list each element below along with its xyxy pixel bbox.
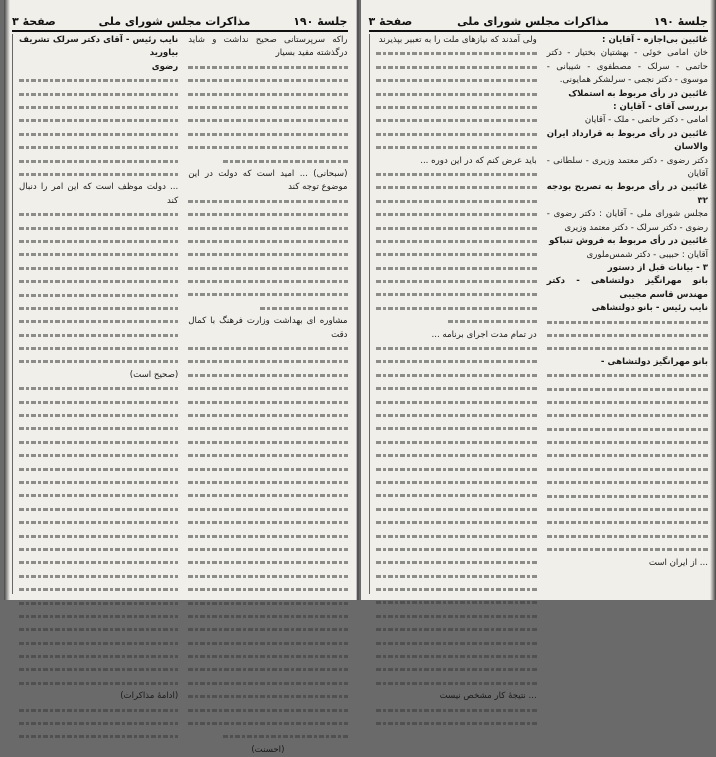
left-page-title: مذاکرات مجلس شورای ملی — [99, 15, 251, 28]
right-page-edge — [710, 0, 716, 600]
right-page-left-para-3: ... نتیجهٔ کار مشخص نیست — [376, 690, 537, 703]
left-page-right-para-2: مشاوره ای بهداشت وزارت فرهنگ با کمال دقت — [188, 315, 347, 342]
right-page-right-column — [547, 34, 708, 594]
left-page-right-opening: راکه سرپرستانی صحیح نداشت و شاید درگذشته مفید بسیار — [188, 34, 347, 61]
absent-list-text-0: خان امامی خوئی - بهشتیان بختیار - دکتر حاتمی - سرلک - مصطفوی - شیبانی - موسوی - دکتر نجمی - سرلشکر همایونی. — [547, 47, 708, 87]
left-page-right-para-3: (احسنت) — [188, 744, 347, 757]
absent-list-label-3: غائبین در رأی مربوط به قرارداد ایران والاسان — [547, 128, 708, 155]
right-page — [361, 0, 716, 600]
left-page-number: صفحهٔ ٣ — [12, 15, 56, 28]
left-page — [4, 0, 357, 600]
left-page-left-para-1: ... دولت موظف است که این امر را دنبال کند — [19, 181, 178, 208]
right-page-header — [369, 8, 709, 32]
left-page-left-column — [12, 34, 178, 594]
absent-list-text-2: امامی - دکتر حاتمی - ملک - آقایان — [547, 114, 708, 127]
absent-list-label-2: بررسی آقای - آقایان : — [547, 101, 708, 114]
right-page-columns — [369, 34, 709, 594]
book-gutter — [357, 0, 359, 600]
absent-list-text-5: آقایان : حبیبی - دکتر شمس‌ملوری — [547, 249, 708, 262]
left-page-left-para-2: (صحیح است) — [19, 369, 178, 382]
absent-list-label-5: غائبین در رأی مربوط به فروش تنباکو — [547, 235, 708, 248]
left-page-session: جلسهٔ ١٩٠ — [293, 15, 347, 28]
right-page-right-para-2: بانو مهرانگیز دولتشاهی - — [547, 356, 708, 369]
right-page-right-para-1: نایب رئیس - بانو دولتشاهی — [547, 302, 708, 315]
right-page-number: صفحهٔ ٣ — [369, 15, 413, 28]
absent-list-text-6: بانو مهرانگیز دولتشاهی - دکتر مهندس قاسم مجیبی — [547, 275, 708, 302]
right-page-title: مذاکرات مجلس شورای ملی — [457, 15, 609, 28]
absent-list-text-3: دکتر رضوی - دکتر معتمد وزیری - سلطانی - آقایان — [547, 155, 708, 182]
absent-list-label-0: غائبین بی‌اجازه - آقایان : — [547, 34, 708, 47]
absent-list-text-4: مجلس شورای ملی - آقایان : دکتر رضوی - رضوی - دکتر سرلک - دکتر معتمد وزیری — [547, 208, 708, 235]
right-page-left-column — [369, 34, 537, 594]
left-page-right-para-1: (سبحانی) ... امید است که دولت در این موضوع توجه کند — [188, 168, 347, 195]
right-page-left-para-1: باید عرض کنم که در این دوره ... — [376, 155, 537, 168]
left-page-left-speaker: رضوی — [19, 61, 178, 74]
right-page-session: جلسهٔ ١٩٠ — [654, 15, 708, 28]
left-page-header — [12, 8, 348, 32]
absent-list-label-1: غائبین در رأی مربوط به استملاک — [547, 88, 708, 101]
absent-list-label-4: غائبین در رأی مربوط به تصریح بودجه ٣٢ — [547, 181, 708, 208]
absent-list-label-6: ٣ - بیانات قبل از دستور — [547, 262, 708, 275]
right-page-left-opening: ولی آمدند که نیازهای ملت را به تعبیر بپذیرند — [376, 34, 537, 47]
left-page-columns — [12, 34, 348, 594]
left-page-left-opening: نایب رئیس - آقای دکتر سرلک تشریف بیاورید — [19, 34, 178, 61]
left-page-right-column — [188, 34, 347, 594]
left-page-edge — [4, 0, 10, 600]
left-page-left-para-3: (ادامهٔ مذاکرات) — [19, 690, 178, 703]
right-page-right-para-3: ... از ایران است — [547, 557, 708, 570]
right-page-left-para-2: در تمام مدت اجرای برنامه ... — [376, 329, 537, 342]
